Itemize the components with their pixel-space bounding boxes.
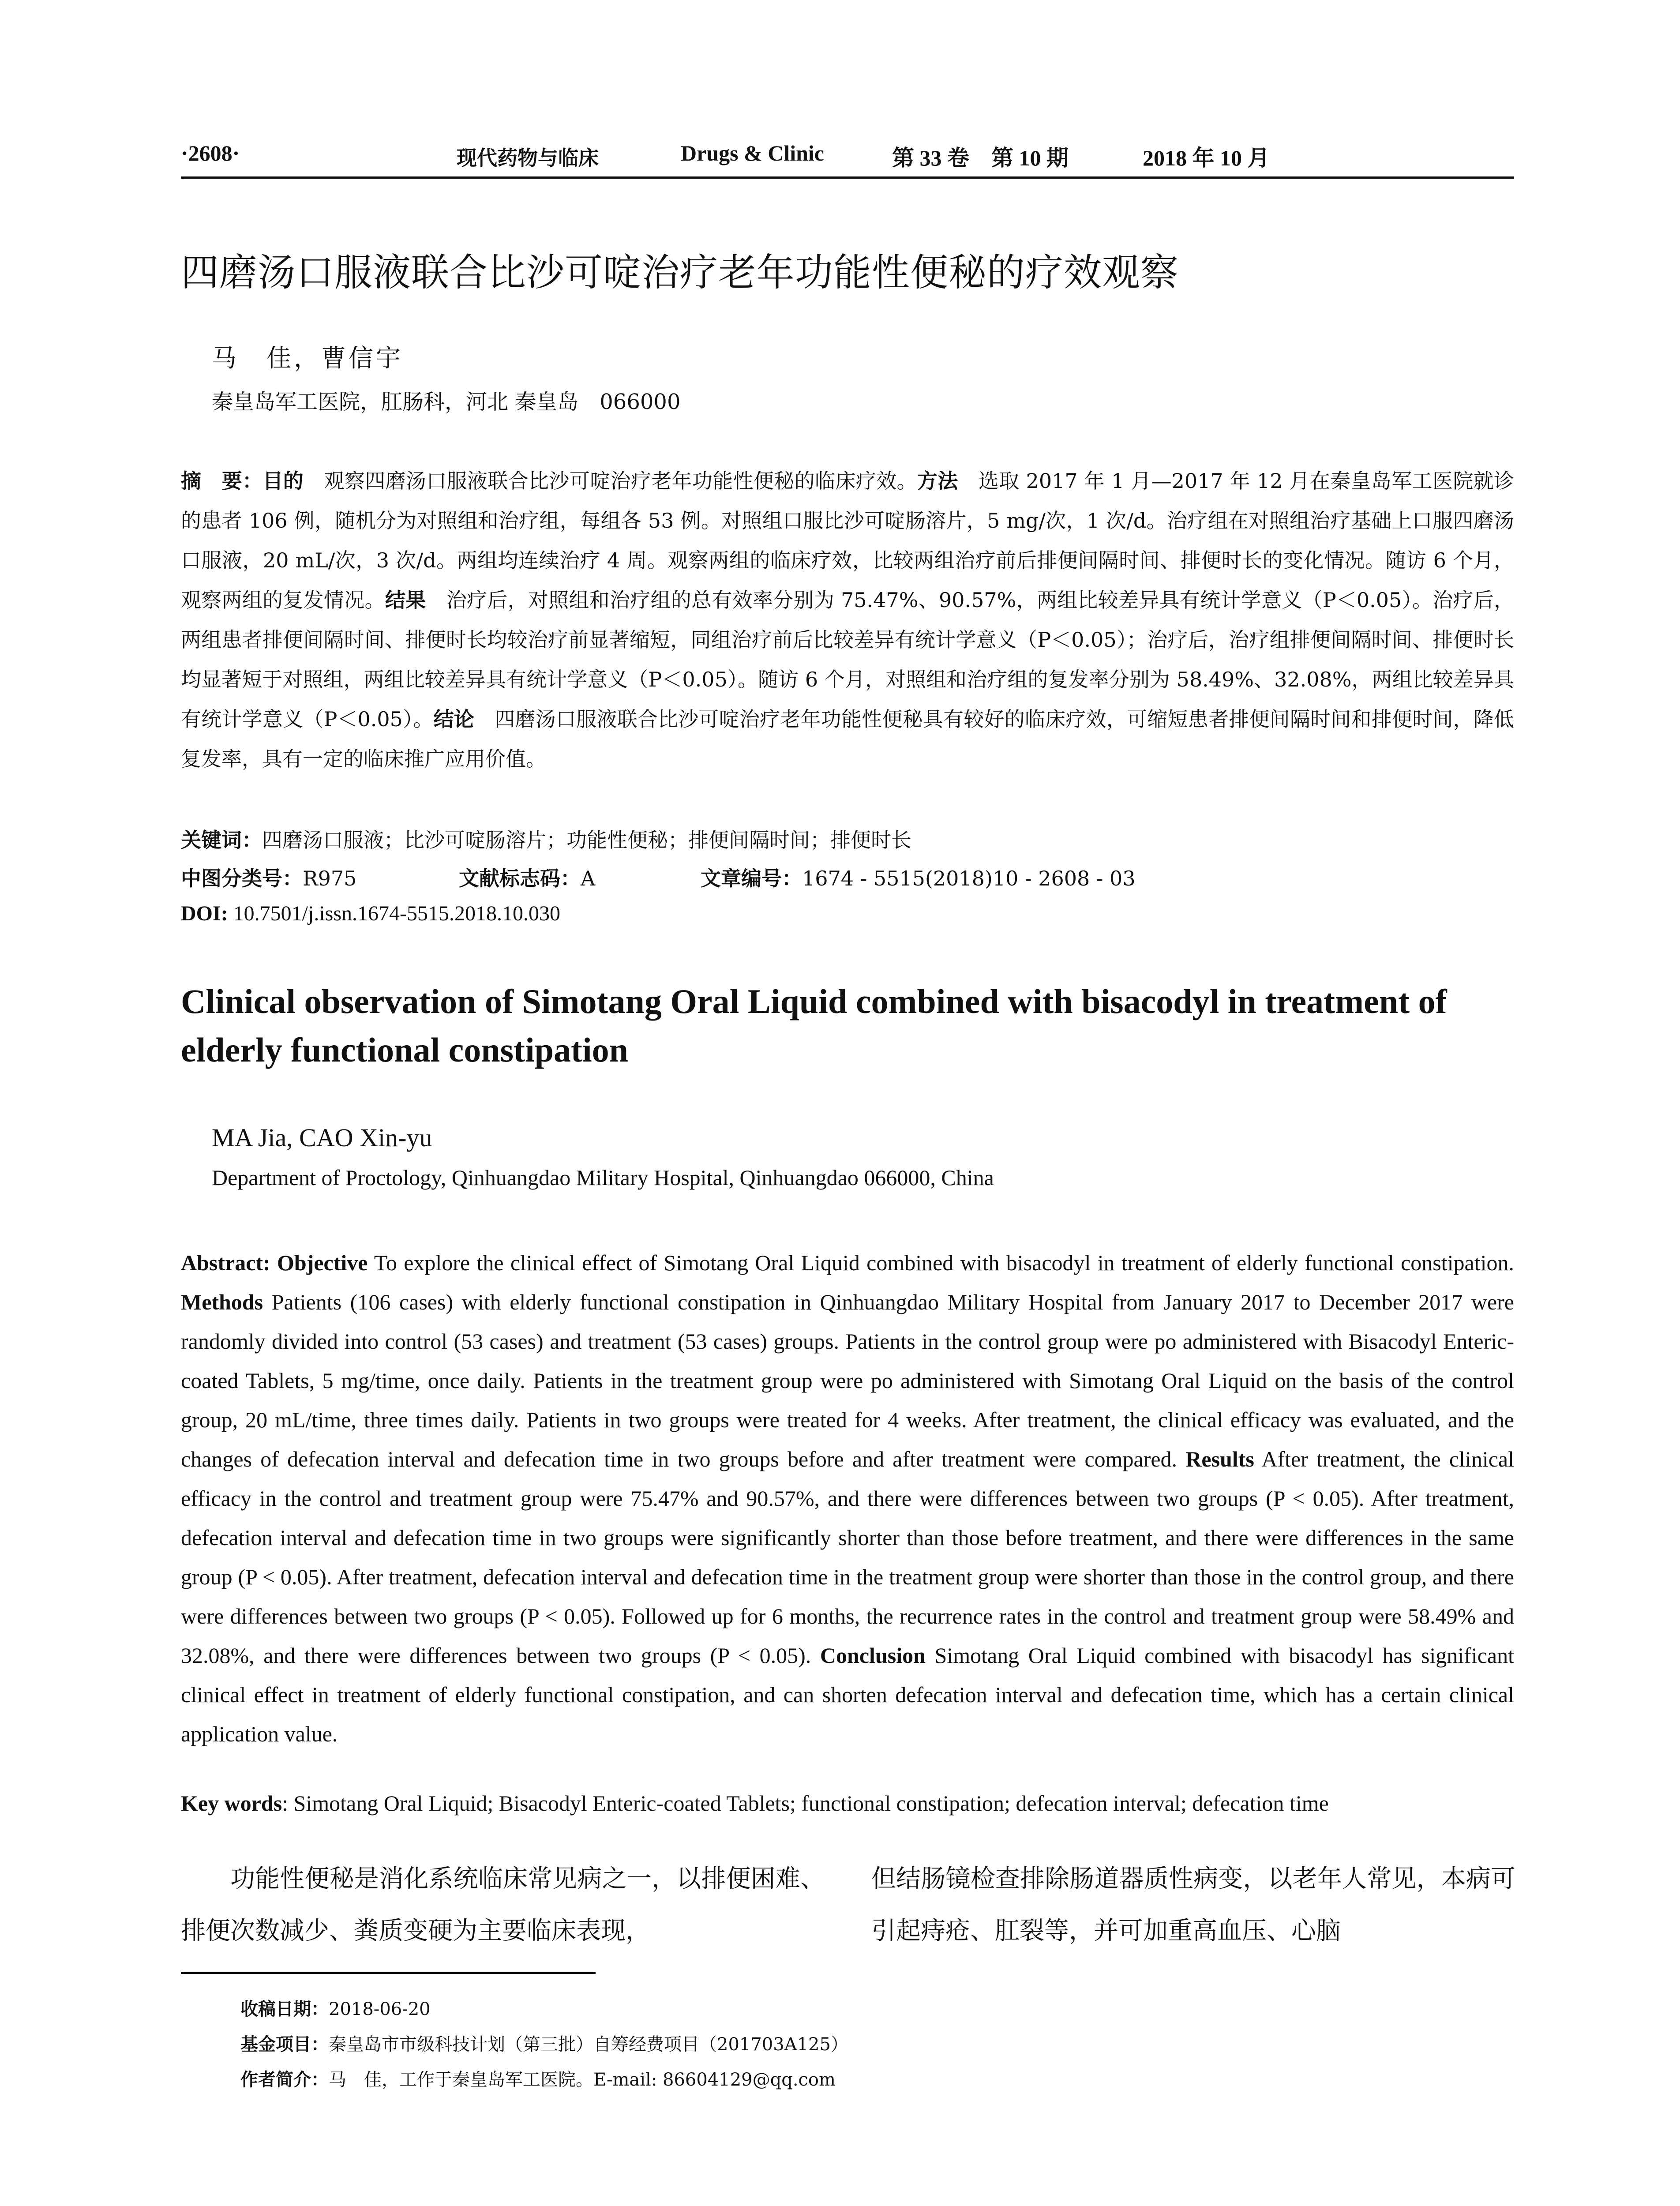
document-code (459, 863, 595, 892)
received-label: 收稿日期： (240, 1999, 329, 2019)
doi-value: 10.7501/j.issn.1674-5515.2018.10.030 (228, 902, 561, 925)
methods-label-en: Methods (181, 1290, 263, 1314)
conclusion-text-cn: 四磨汤口服液联合比沙可啶治疗老年功能性便秘具有较好的临床疗效，可缩短患者排便间隔时间和排便时间，降低复发率，具有一定的临床推广应用价值。 (181, 707, 1515, 771)
page-number: ·2608· (181, 141, 240, 165)
clc-value: R975 (303, 867, 357, 890)
author-label: 作者简介： (240, 2070, 329, 2090)
fund-value: 秦皇岛市市级科技计划（第三批）自筹经费项目（201703A125） (329, 2034, 848, 2055)
running-header (181, 140, 1514, 176)
objective-label-cn: 目的 (262, 469, 304, 493)
objective-text-en: To explore the clinical effect of Simotang Oral Liquid combined with bisacodyl in treatment of elderly functional constipation. (368, 1250, 1514, 1275)
keywords-label-cn: 关键词： (181, 828, 262, 852)
keywords-en (181, 1790, 1329, 1816)
body-column-right: 但结肠镜检查排除肠道器质性病变，以老年人常见，本病可引起痔疮、肛裂等，并可加重高血压、心脑 (871, 1865, 1515, 1945)
header-rule (181, 176, 1514, 179)
authors-en: MA Jia, CAO Xin-yu (212, 1123, 432, 1152)
abstract-label-en: Abstract: (181, 1250, 278, 1275)
results-text-en: After treatment, the clinical efficacy in the control and treatment group were 75.47% and 90.57%, and there were differences between two groups (P < 0.05). After treatment, defecation interval and defecation time in two groups were significantly shorter than those before treatment, and there were differences in the same group (P < 0.05). After treatment, defecation interval and defecation time in the treatment group were shorter than those in the control group, and there were differences between two groups (P < 0.05). Followed up for 6 months, the recurrence rates in the control and treatment group were 58.49% and 32.08%, and there were differences between two groups (P < 0.05). (181, 1447, 1515, 1668)
journal-name-en: Drugs & Clinic (681, 141, 824, 165)
conclusion-text-en: Simotang Oral Liquid combined with bisacodyl has significant clinical effect in treatment of elderly functional constipation, and can shorten defecation interval and defecation time, which has a certain clinical application value. (181, 1643, 1514, 1746)
clc-number (181, 863, 356, 892)
methods-label-cn: 方法 (917, 469, 958, 493)
clc-label: 中图分类号： (181, 867, 303, 890)
doi-label: DOI: (181, 902, 228, 925)
article-title-cn: 四磨汤口服液联合比沙可啶治疗老年功能性便秘的疗效观察 (181, 251, 1179, 295)
conclusion-label-cn: 结论 (433, 707, 475, 731)
results-text-cn: 治疗后，对照组和治疗组的总有效率分别为 75.47%、90.57%，两组比较差异具有统计学意义（P＜0.05）。治疗后，两组患者排便间隔时间、排便时长均较治疗前显著缩短，同组治疗前后比较差异有统计学意义（P＜0.05）；治疗后，治疗组排便间隔时间、排便时长均显著短于对照组，两组比较差异具有统计学意义（P＜0.05）。随访 6 个月，对照组和治疗组的复发率分别为 58.49%、32.08%，两组比较差异具有统计学意义（P＜0.05）。 (181, 588, 1515, 731)
affiliation-en: Department of Proctology, Qinhuangdao Military Hospital, Qinhuangdao 066000, China (212, 1165, 994, 1190)
keywords-text-en: : Simotang Oral Liquid; Bisacodyl Enteric-coated Tablets; functional constipation; defecation interval; defecation time (282, 1791, 1329, 1816)
author-value: 马 佳，工作于秦皇岛军工医院。E-mail: 86604129@qq.com (329, 2070, 836, 2090)
conclusion-label-en: Conclusion (820, 1643, 926, 1668)
keywords-cn (181, 824, 911, 853)
journal-name-cn: 现代药物与临床 (457, 146, 599, 170)
issue-date: 2018 年 10 月 (1143, 146, 1270, 170)
results-label-en: Results (1185, 1447, 1254, 1471)
fund-label: 基金项目： (240, 2034, 329, 2055)
body-column-left: 功能性便秘是消化系统临床常见病之一，以排便困难、排便次数减少、粪质变硬为主要临床表现， (181, 1865, 825, 1945)
methods-text-en: Patients (106 cases) with elderly functional constipation in Qinhuangdao Military Hospital from January 2017 to December 2017 were randomly divided into control (53 cases) and treatment (53 cases) groups. Patients in the control group were po administered with Bisacodyl Enteric-coated Tablets, 5 mg/time, once daily. Patients in the treatment group were po administered with Simotang Oral Liquid on the basis of the control group, 20 mL/time, three times daily. Patients in two groups were treated for 4 weeks. After treatment, the clinical efficacy was evaluated, and the changes of defecation interval and defecation time in two groups before and after treatment were compared. (181, 1290, 1514, 1471)
footnote-author (240, 2066, 836, 2091)
results-label-cn: 结果 (385, 588, 426, 612)
authors-cn: 马 佳，曹信宇 (212, 344, 403, 373)
doi (181, 901, 560, 926)
article-title-en: Clinical observation of Simotang Oral Liquid combined with bisacodyl in treatment of elderly functional constipation (181, 982, 1447, 1069)
doc-code-label: 文献标志码： (459, 867, 581, 890)
article-number (701, 863, 1136, 892)
abstract-cn (181, 461, 1514, 779)
abstract-label-cn: 摘 要： (181, 469, 263, 493)
received-value: 2018-06-20 (329, 1999, 431, 2019)
keywords-label-en: Key words (181, 1791, 282, 1816)
volume-issue: 第 33 卷 第 10 期 (892, 146, 1069, 170)
objective-text-cn: 观察四磨汤口服液联合比沙可啶治疗老年功能性便秘的临床疗效。 (304, 469, 917, 493)
article-no-label: 文章编号： (701, 867, 802, 890)
methods-text-cn: 选取 2017 年 1 月—2017 年 12 月在秦皇岛军工医院就诊的患者 106 例，随机分为对照组和治疗组，每组各 53 例。对照组口服比沙可啶肠溶片，5 mg/次，1 次/d。治疗组在对照组治疗基础上口服四磨汤口服液，20 mL/次，3 次/d。两组均连续治疗 4 周。观察两组的临床疗效，比较两组治疗前后排便间隔时间、排便时长的变化情况。随访 6 个月，观察两组的复发情况。 (181, 469, 1515, 612)
keywords-text-cn: 四磨汤口服液；比沙可啶肠溶片；功能性便秘；排便间隔时间；排便时长 (262, 828, 911, 852)
footnote-fund (240, 2030, 848, 2056)
footnote-rule (181, 1972, 596, 1974)
footnote-received (240, 1995, 431, 2020)
objective-label-en: Objective (277, 1250, 368, 1275)
affiliation-cn: 秦皇岛军工医院，肛肠科，河北 秦皇岛 066000 (212, 390, 681, 414)
article-no-value: 1674 - 5515(2018)10 - 2608 - 03 (802, 867, 1136, 890)
abstract-en (181, 1243, 1514, 1754)
doc-code-value: A (581, 867, 596, 890)
